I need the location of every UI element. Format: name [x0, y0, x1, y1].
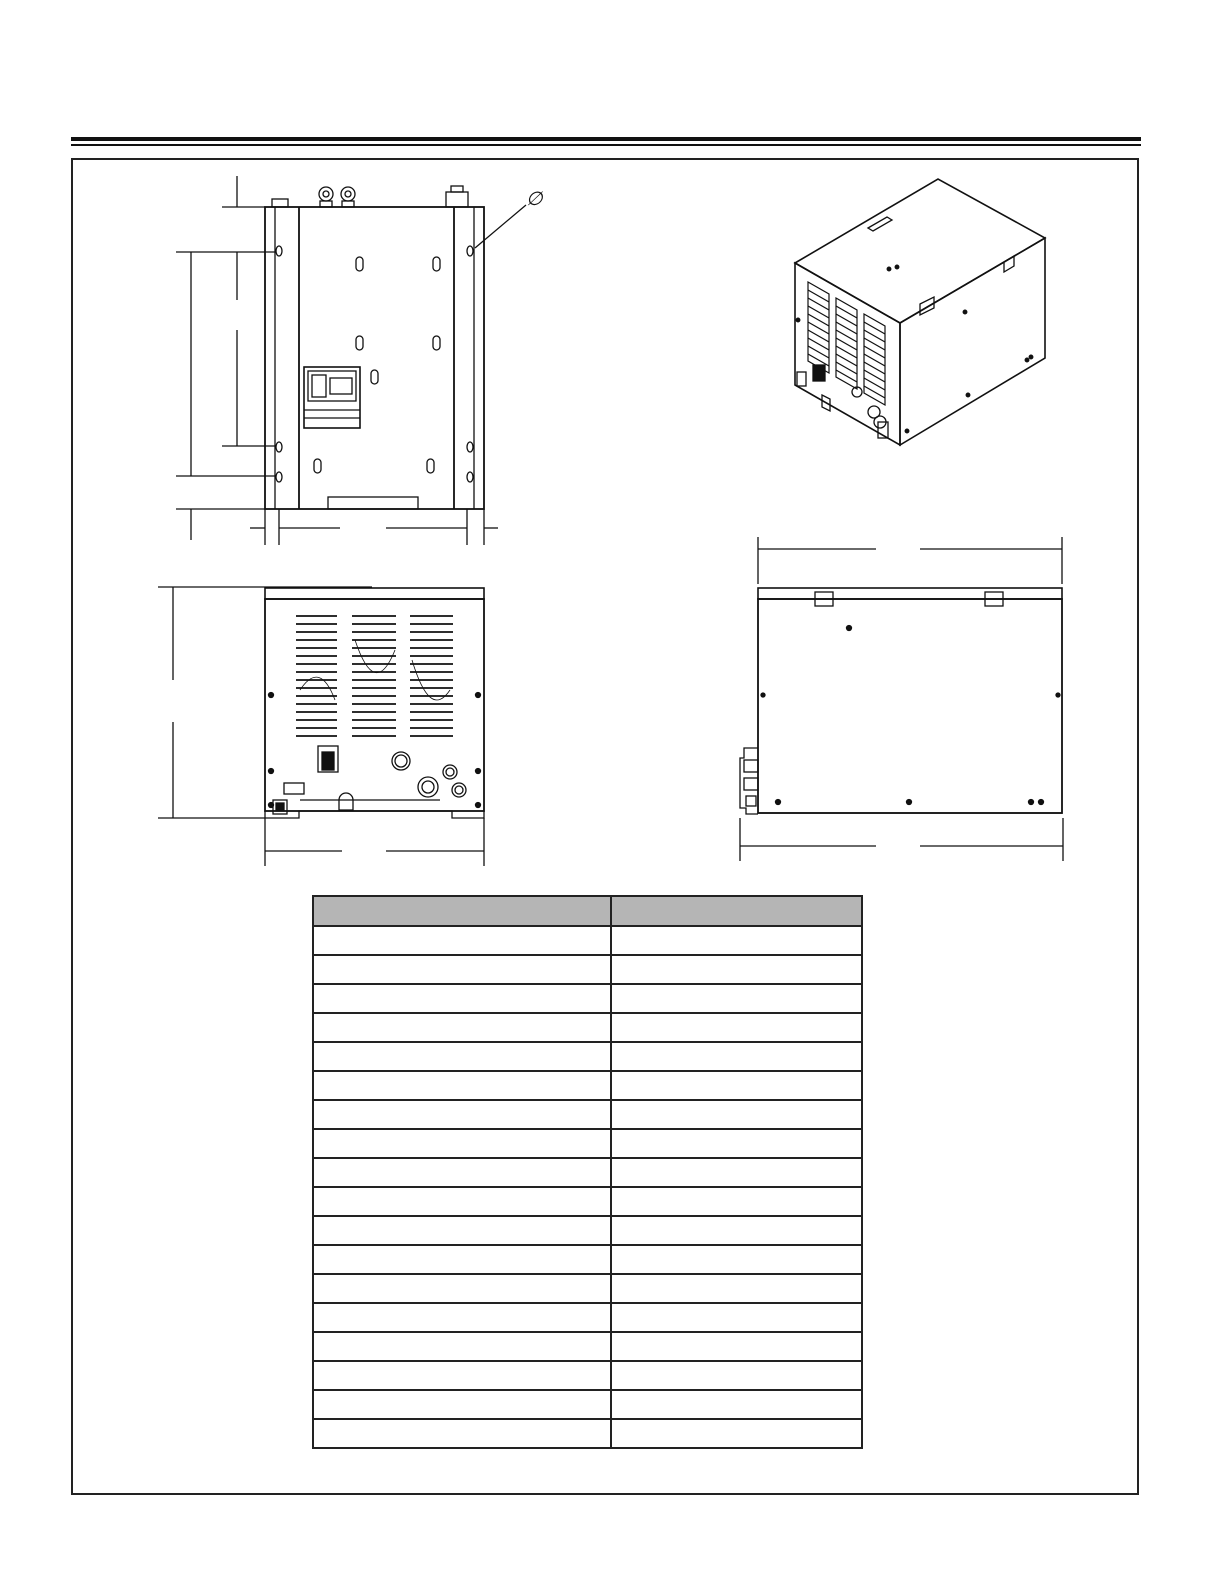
- table-cell: [611, 1332, 862, 1361]
- table-cell: [313, 1013, 611, 1042]
- table-row: [313, 1158, 862, 1187]
- table-cell: [611, 1245, 862, 1274]
- specification-table: [312, 895, 863, 1449]
- table-row: [313, 1013, 862, 1042]
- side-view: [740, 537, 1063, 861]
- table-cell: [313, 1390, 611, 1419]
- isometric-view: [795, 179, 1045, 445]
- table-cell: [313, 955, 611, 984]
- table-cell: [611, 1071, 862, 1100]
- table-header-cell: [611, 896, 862, 926]
- table-row: [313, 1390, 862, 1419]
- front-view: [158, 587, 484, 866]
- table-row: [313, 1303, 862, 1332]
- table-row: [313, 984, 862, 1013]
- table-row: [313, 1332, 862, 1361]
- table-row: [313, 926, 862, 955]
- table-row: [313, 1071, 862, 1100]
- table-row: [313, 1216, 862, 1245]
- table-row: [313, 1274, 862, 1303]
- table-cell: [611, 1274, 862, 1303]
- table-cell: [313, 1303, 611, 1332]
- table-cell: [611, 1303, 862, 1332]
- table-cell: [611, 926, 862, 955]
- table-cell: [611, 1187, 862, 1216]
- table-row: [313, 1419, 862, 1448]
- table-row: [313, 1042, 862, 1071]
- table-cell: [313, 1216, 611, 1245]
- table-cell: [313, 1274, 611, 1303]
- table-cell: [313, 1129, 611, 1158]
- table-header-row: [313, 896, 862, 926]
- diameter-symbol: ∅: [526, 188, 543, 210]
- table-cell: [313, 1042, 611, 1071]
- table-header-cell: [313, 896, 611, 926]
- table-cell: [611, 1013, 862, 1042]
- table-row: [313, 1129, 862, 1158]
- table-row: [313, 1361, 862, 1390]
- table-cell: [611, 1419, 862, 1448]
- table-cell: [313, 1332, 611, 1361]
- table-cell: [313, 1187, 611, 1216]
- table-cell: [611, 955, 862, 984]
- table-cell: [611, 1361, 862, 1390]
- table-cell: [313, 926, 611, 955]
- table-cell: [611, 1129, 862, 1158]
- table-row: [313, 1187, 862, 1216]
- table-row: [313, 1100, 862, 1129]
- table-row: [313, 955, 862, 984]
- table-row: [313, 1245, 862, 1274]
- table-cell: [313, 1361, 611, 1390]
- table-cell: [313, 1419, 611, 1448]
- table-cell: [313, 1158, 611, 1187]
- table-cell: [313, 1245, 611, 1274]
- table-cell: [611, 1390, 862, 1419]
- table-cell: [313, 1100, 611, 1129]
- top-view: [176, 176, 526, 545]
- table-cell: [611, 1216, 862, 1245]
- table-cell: [611, 1100, 862, 1129]
- table-cell: [611, 1042, 862, 1071]
- table-cell: [611, 1158, 862, 1187]
- table-cell: [313, 1071, 611, 1100]
- table-cell: [611, 984, 862, 1013]
- table-cell: [313, 984, 611, 1013]
